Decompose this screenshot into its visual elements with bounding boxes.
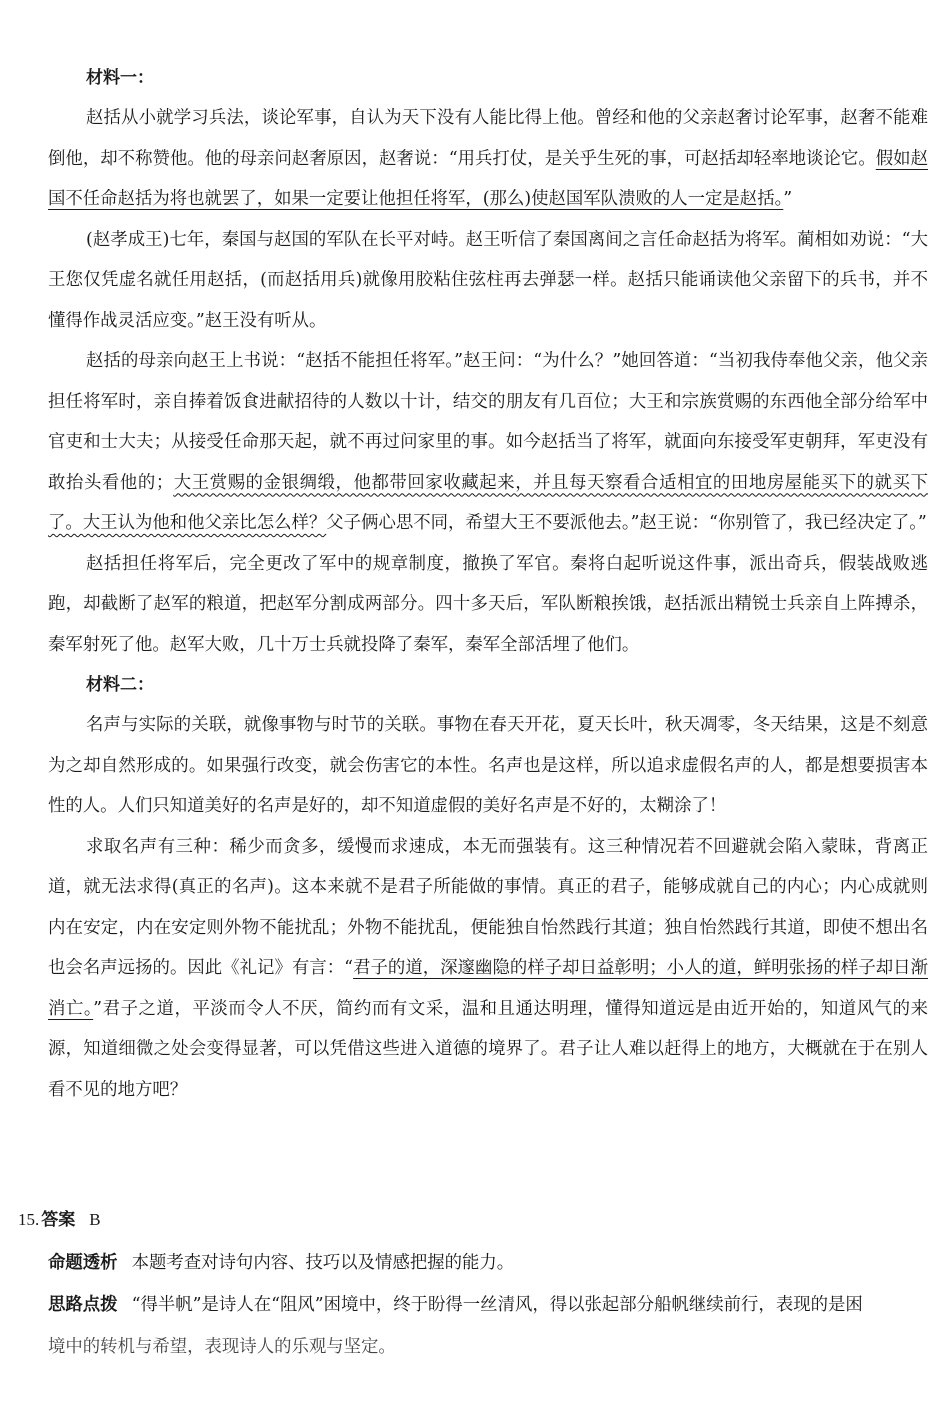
answer-label: 答案 bbox=[41, 1210, 76, 1230]
answer-value: B bbox=[89, 1210, 101, 1229]
m2-p2-text: 求取名声有三种：稀少而贪多，缓慢而求速成，本无而强装有。这三种情况若不回避就会陷入蒙昧，背离正道，就无法求得(真正的名声)。这本来就不是君子所能做的事情。真正的君子，能够成就自己的内心；内心成就则内在安定，内在安定则外物不能扰乱；外物不能扰乱，便能独自怡然践行其道；独自怡然践行其道，即使不想出名也会名声远扬的。因此《礼记》有言：“ bbox=[48, 836, 928, 978]
material1-heading: 材料一： bbox=[86, 68, 154, 88]
m1-p3-text-end: 父子俩心思不同，希望大王不要派他去。”赵王说：“你别管了，我已经决定了。” bbox=[326, 513, 927, 533]
material1-paragraph-4: 赵括担任将军后，完全更改了军中的规章制度，撤换了军官。秦将白起听说这件事，派出奇兵，假装战败逃跑，却截断了赵军的粮道，把赵军分割成两部分。四十多天后，军队断粮挨饿，赵括派出精锐士兵亲自上阵搏杀，秦军射死了他。赵军大败，几十万士兵就投降了秦军，秦军全部活埋了他们。 bbox=[48, 553, 928, 655]
m1-p3-text: 赵括的母亲向赵王上书说：“赵括不能担任将军。”赵王问：“为什么？”她回答道：“当初我侍奉他父亲，他父亲担任将军时，亲自捧着饭食进献招待的人数以十计，结交的朋友有几百位；大王和宗族赏赐的东西他全部分给军中官吏和士大夫；从接受任命那天起，就不再过问家里的事。如今赵括当了将军，就面向东接受军吏朝拜，军吏没有敢抬头看他的； bbox=[48, 351, 928, 493]
material1-paragraph-2: (赵孝成王)七年，秦国与赵国的军队在长平对峙。赵王听信了秦国离间之言任命赵括为将军。蔺相如劝说：“大王您仅凭虚名就任用赵括，(而赵括用兵)就像用胶粘住弦柱再去弹瑟一样。赵括只能诵读他父亲留下的兵书，并不懂得作战灵活应变。”赵王没有听从。 bbox=[48, 229, 928, 331]
hint-tag: 思路点拨 bbox=[48, 1295, 118, 1315]
material2-heading: 材料二： bbox=[86, 675, 154, 695]
passage-content bbox=[48, 58, 928, 1110]
m1-p1-text: 赵括从小就学习兵法，谈论军事，自认为天下没有人能比得上他。曾经和他的父亲赵奢讨论军事，赵奢不能难倒他，却不称赞他。他的母亲问赵奢原因，赵奢说：“用兵打仗，是关乎生死的事，可赵括却轻率地谈论它。 bbox=[48, 108, 928, 169]
answer-line bbox=[18, 1201, 101, 1239]
hint-line bbox=[48, 1286, 928, 1324]
material2-paragraph-2 bbox=[48, 827, 928, 1111]
m1-p1-close-quote: ” bbox=[783, 189, 793, 209]
m1-p3-wavy-underlined: 大王赏赐的金银绸缎，他都带回家收藏起来，并且每天察看合适相宜的田地房屋能买下的就买下了。大王认为他和他父亲比怎么样？ bbox=[48, 472, 928, 533]
material2-paragraph-1: 名声与实际的关联，就像事物与时节的关联。事物在春天开花，夏天长叶，秋天凋零，冬天结果，这是不刻意为之却自然形成的。如果强行改变，就会伤害它的本性。名声也是这样，所以追求虚假名声的人，都是想要损害本性的人。人们只知道美好的名声是好的，却不知道虚假的美好名声是不好的，太糊涂了！ bbox=[48, 715, 928, 816]
m1-p1-underlined: 假如赵国不任命赵括为将也就罢了，如果一定要让他担任将军，(那么)使赵国军队溃败的人一定是赵括。 bbox=[48, 148, 928, 209]
material1-paragraph-1 bbox=[48, 98, 928, 220]
m2-p2-underlined: 君子的道，深邃幽隐的样子却日益彰明；小人的道，鲜明张扬的样子却日渐消亡。 bbox=[48, 958, 928, 1019]
analysis-text: 本题考查对诗句内容、技巧以及情感把握的能力。 bbox=[131, 1253, 515, 1273]
analysis-tag: 命题透析 bbox=[48, 1253, 118, 1273]
material1-paragraph-3 bbox=[48, 341, 928, 544]
hint-text: “得半帆”是诗人在“阻风”困境中，终于盼得一丝清风，得以张起部分船帆继续前行，表现的是困 bbox=[131, 1295, 863, 1315]
cut-off-line: 境中的转机与希望，表现诗人的乐观与坚定。 bbox=[48, 1337, 396, 1357]
question-number: 15. bbox=[18, 1210, 40, 1229]
m2-p2-text-end: ”君子之道，平淡而令人不厌，简约而有文采，温和且通达明理，懂得知道远是由近开始的，知道风气的来源，知道细微之处会变得显著，可以凭借这些进入道德的境界了。君子让人难以赶得上的地方，大概就在于在别人看不见的地方吧？ bbox=[48, 998, 928, 1100]
analysis-line bbox=[48, 1244, 928, 1282]
